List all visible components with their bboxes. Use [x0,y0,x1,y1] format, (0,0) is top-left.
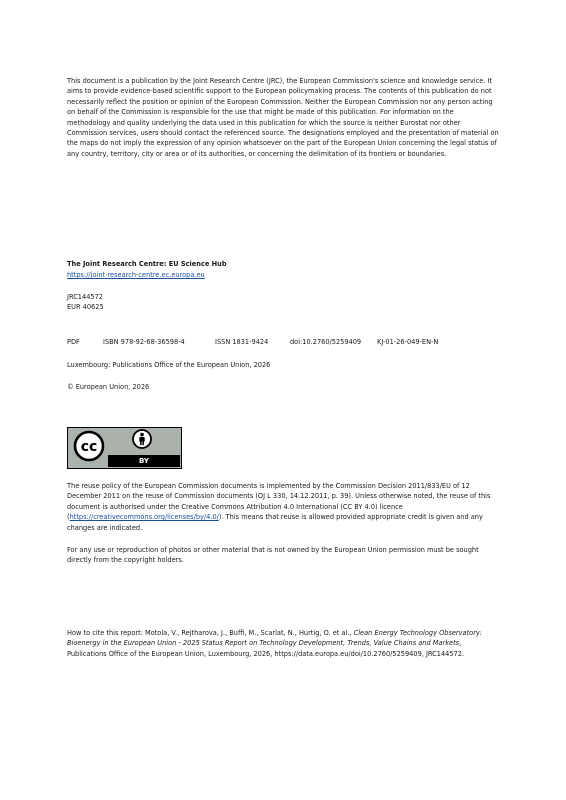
reuse-text-after: ). This means that reuse is allowed provided appropriate credit is given and any changes are indicated. [67,513,483,532]
disclaimer-paragraph: This document is a publication by the Joint Research Centre (JRC), the European Commission's science and knowledge service. It aims to provide evidence-based scientific support to the European policymaking process. The contents of this publication do not necessarily reflect the position or opinion of the European Commission. Neither the European Commission nor any person acting on behalf of the Commission is responsible for the use that might be made of this publication. For information on the methodology and quality underlying the data used in this publication for which the source is neither Eurostat nor other Commission services, users should contact the referenced source. The designations employed and the presentation of material on the maps do not imply the expression of any opinion whatsoever on the part of the European Union concerning the legal status of any country, territory, city or area or of its authorities, or concerning the delimitation of its frontiers or boundaries. [67,77,499,158]
cc-by-license-badge[interactable] [67,427,182,469]
cc-glyph-text: cc [80,439,98,456]
citation-suffix: , Publications Office of the European Union, Luxembourg, 2026, https://data.europa.eu/doi/10.2760/5259409, JRC144572. [67,639,465,658]
publication-identifiers-row [67,337,438,347]
hub-link[interactable]: https://joint-research-centre.ec.europa.eu [67,271,205,279]
jrc-number: JRC144572 [67,293,103,301]
attribution-person-icon [133,430,151,448]
isbn: ISBN 978-92-68-36598-4 [103,338,185,346]
reuse-policy-paragraph [67,481,499,533]
cc-license-link[interactable]: https://creativecommons.org/licenses/by/4.0/ [69,513,219,522]
reuse-text-before: The reuse policy of the European Commission documents is implemented by the Commission Decision 2011/833/EU of 12 December 2011 on the reuse of Commission documents (OJ L 330, 14.12.2011, p. 39). Unless otherwise noted, the reuse of this document is authorised under the Creative Commons Attribution 4.0 International (CC BY 4.0) licence ( [67,482,491,522]
catalogue-number: KJ-01-26-049-EN-N [377,338,439,346]
by-label: BY [138,457,150,465]
copyright-line: © European Union, 2026 [67,383,150,391]
identifiers [67,292,499,313]
citation-paragraph [67,628,499,659]
publisher-line: Luxembourg: Publications Office of the European Union, 2026 [67,361,271,369]
issn: ISSN 1831-9424 [215,338,269,346]
format-label: PDF [67,338,80,346]
hub-title: The Joint Research Centre: EU Science Hub [67,260,227,268]
doi: doi:10.2760/5259409 [290,338,362,346]
photos-permission-paragraph: For any use or reproduction of photos or other material that is not owned by the European Union permission must be sought directly from the copyright holders. [67,546,479,565]
citation-prefix: How to cite this report: Motola, V., Rejtharova, J., Buffi, M., Scarlat, N., Hurtig, O. et al., [67,629,354,637]
eur-number: EUR 40625 [67,303,104,312]
citation-title: Clean Energy Technology Observatory: Bioenergy in the European Union - 2025 Status Report on Technology Development, Trends, Value Chains and Markets [67,629,483,648]
